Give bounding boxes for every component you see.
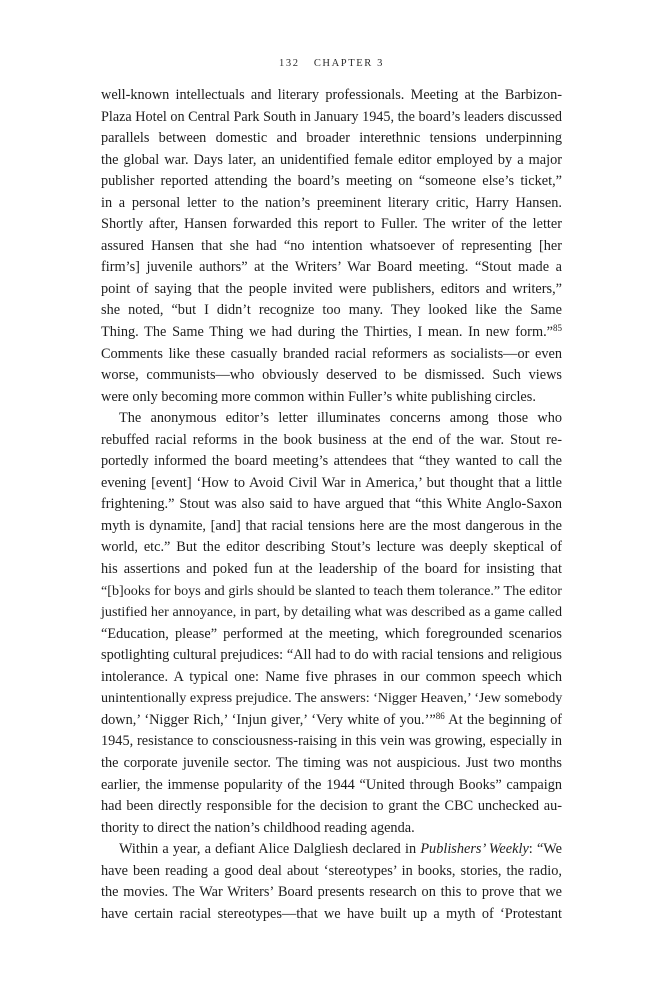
line-text: spotlighting cultural prejudices: “All had to do with racial tensions and religious — [101, 647, 562, 664]
line-text: she noted, “but I didn’t recognize too many. They looked like the Same — [101, 302, 562, 319]
text-line — [101, 257, 562, 279]
line-text: rebuffed racial reforms in the book business at the end of the war. Stout re- — [101, 431, 562, 448]
line-text: had been directly responsible for the decision to grant the CBC unchecked au- — [101, 798, 562, 815]
line-text: justified her annoyance, in part, by detailing what was described as a game called — [101, 604, 562, 621]
line-text: have certain racial stereotypes—that we have built up a myth of ‘Protestant — [101, 905, 562, 922]
line-text: portedly informed the board meeting’s attendees that “they wanted to call the — [101, 453, 562, 470]
text-line — [101, 775, 562, 797]
text-line — [101, 624, 562, 646]
line-text: down,’ ‘Nigger Rich,’ ‘Injun giver,’ ‘Very white of you.’” — [101, 711, 436, 728]
line-text: myth is dynamite, [and] that racial tensions here are the most dangerous in the — [101, 517, 562, 534]
line-text: intolerance. A typical one: Name five phrases in our common speech which — [101, 668, 562, 685]
line-text-continued: : “We — [528, 841, 562, 858]
line-text: evening [event] ‘How to Avoid Civil War in America,’ but thought that a little — [101, 474, 562, 491]
text-line — [101, 279, 562, 301]
line-text: Thing. The Same Thing we had during the Thirties, I mean. In new form.” — [101, 324, 553, 341]
text-line — [101, 494, 562, 516]
text-line — [101, 344, 562, 366]
text-line — [101, 473, 562, 495]
text-line — [101, 516, 562, 538]
line-text: 1945, resistance to consciousness-raising in this vein was growing, especially in — [101, 733, 562, 750]
line-text: in a personal letter to the nation’s preeminent literary critic, Harry Hansen. — [101, 194, 562, 211]
text-line — [101, 451, 562, 473]
line-text: have been reading a good deal about ‘stereotypes’ in books, stories, the radio, — [101, 862, 562, 879]
text-line — [101, 322, 562, 344]
page-number: 132 — [279, 58, 300, 69]
text-line — [101, 387, 562, 409]
line-text: frightening.” Stout was also said to have argued that “this White Anglo-Saxon — [101, 496, 562, 513]
text-line — [101, 839, 562, 861]
line-text: were only becoming more common within Fuller’s white publishing circles. — [101, 388, 536, 405]
line-text: unintentionally express prejudice. The answers: ‘Nigger Heaven,’ ‘Jew somebody — [101, 690, 563, 707]
text-line — [101, 408, 562, 430]
line-text: point of saying that the people invited were publishers, editors and writers,” — [101, 280, 562, 297]
footnote-reference[interactable]: 86 — [435, 710, 445, 721]
line-text: Within a year, a defiant Alice Dalgliesh declared in — [119, 841, 421, 858]
line-text: assured Hansen that she had “no intention whatsoever of representing [her — [101, 237, 562, 254]
line-text-continued: At the beginning of — [444, 711, 562, 728]
text-line — [101, 796, 562, 818]
line-text: Comments like these casually branded racial reformers as socialists—or even — [101, 345, 562, 362]
line-text: publisher reported attending the board’s meeting on “someone else’s ticket,” — [101, 173, 562, 190]
line-text: Plaza Hotel on Central Park South in January 1945, the board’s leaders discussed — [101, 108, 562, 125]
line-text: Shortly after, Hansen forwarded this report to Fuller. The writer of the letter — [101, 216, 562, 233]
running-head — [101, 58, 562, 69]
text-line — [101, 818, 562, 840]
text-line — [101, 602, 562, 624]
text-line — [101, 688, 562, 710]
chapter-label: CHAPTER 3 — [313, 58, 384, 69]
line-text: parallels between domestic and broader interethnic tensions underpinning — [101, 130, 562, 147]
text-line — [101, 667, 562, 689]
line-text: the corporate juvenile sector. The timing was not auspicious. Just two months — [101, 754, 562, 771]
text-line — [101, 882, 562, 904]
text-line — [101, 85, 562, 107]
text-line — [101, 861, 562, 883]
text-line — [101, 300, 562, 322]
text-line — [101, 193, 562, 215]
text-line — [101, 236, 562, 258]
line-text: the global war. Days later, an unidentified female editor employed by a major — [101, 151, 562, 168]
text-line — [101, 537, 562, 559]
text-line — [101, 171, 562, 193]
line-text: earlier, the immense popularity of the 1944 “United through Books” campaign — [101, 776, 562, 793]
line-text: “[b]ooks for boys and girls should be slanted to teach them tolerance.” The editor — [101, 582, 562, 599]
line-text: well-known intellectuals and literary professionals. Meeting at the Barbizon- — [101, 87, 562, 103]
text-line — [101, 107, 562, 129]
text-line — [101, 731, 562, 753]
footnote-reference[interactable]: 85 — [553, 323, 562, 334]
line-text: world, etc.” But the editor describing Stout’s lecture was deeply skeptical of — [101, 539, 562, 556]
line-text: his assertions and poked fun at the leadership of the board for insisting that — [101, 561, 562, 578]
text-line — [101, 128, 562, 150]
line-text: “Education, please” performed at the meeting, which foregrounded scenarios — [101, 625, 562, 642]
book-page — [101, 58, 562, 925]
line-text: The anonymous editor’s letter illuminates concerns among those who — [119, 410, 562, 427]
text-line — [101, 214, 562, 236]
italic-title: Publishers’ Weekly — [420, 841, 529, 858]
text-line — [101, 710, 562, 732]
line-text: worse, communists—who obviously deserved to be dismissed. Such views — [101, 367, 562, 384]
text-line — [101, 150, 562, 172]
body-text — [101, 85, 562, 925]
text-line — [101, 645, 562, 667]
text-line — [101, 430, 562, 452]
text-line — [101, 559, 562, 581]
text-line — [101, 581, 562, 603]
text-line — [101, 753, 562, 775]
line-text: firm’s] juvenile authors” at the Writers’ War Board meeting. “Stout made a — [101, 259, 562, 276]
text-line — [101, 904, 562, 926]
line-text: the movies. The War Writers’ Board presents research on this to prove that we — [101, 884, 562, 901]
text-line — [101, 365, 562, 387]
line-text: thority to direct the nation’s childhood reading agenda. — [101, 819, 415, 836]
